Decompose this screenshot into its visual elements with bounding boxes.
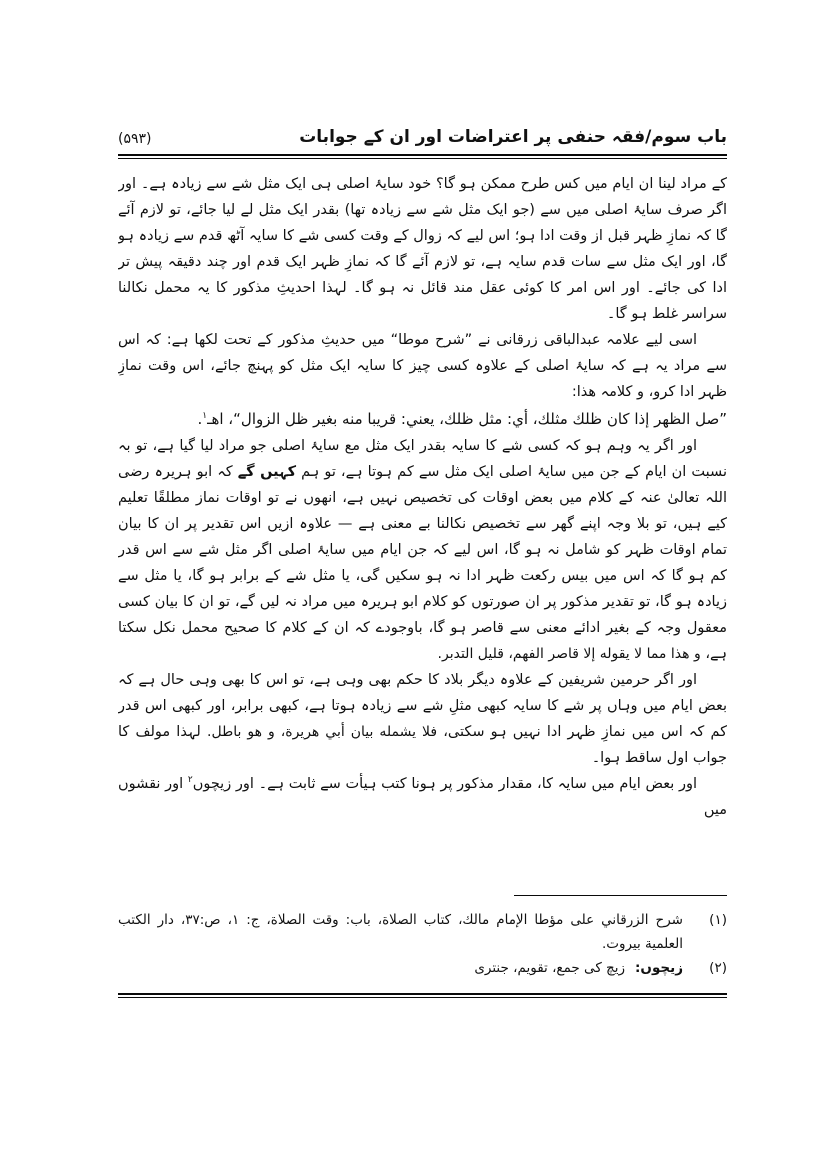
- arabic-quote-period: .: [197, 410, 203, 428]
- paragraph-4-text-continued: لہذا مولف کا جواب اول ساقط ہوا۔: [118, 724, 727, 766]
- paragraph-4-arabic-phrase: فلا يشمله بيان أبي هريرة، و هو باطل.: [207, 724, 438, 740]
- footnote-separator-line: [514, 895, 727, 896]
- footnote-1: [118, 908, 727, 956]
- paragraph-3-bold-phrase: کہیں گے: [237, 464, 297, 480]
- body-paragraph-4: [118, 667, 727, 771]
- footnote-2: [118, 956, 727, 980]
- page-header: [118, 126, 727, 147]
- footnote-2-body: [118, 956, 683, 980]
- body-paragraph-3: [118, 433, 727, 667]
- body-paragraph-2: اسی لیے علامہ عبدالباقی زرقانی نے ”شرح موطا“ میں حدیثِ مذکور کے تحت لکھا ہے: کہ اس سے مراد یہ ہے کہ سایۂ اصلی کے علاوہ کسی چیز کا سایہ ایک مثل کو پہنچ جائے، اس وقت نمازِ ظہر ادا کرو، و کلامہ ھذا:: [118, 332, 727, 400]
- footnote-ref-1: ۱: [202, 411, 208, 421]
- paragraph-3-arabic-phrase: و هذا مما لا يقوله إلا قاصر الفهم، قليل التدبر.: [437, 646, 701, 662]
- arabic-quote: [118, 405, 727, 433]
- body-paragraph-5: [118, 771, 727, 823]
- chapter-title: باب سوم/فقہ حنفی پر اعتراضات اور ان کے جوابات: [299, 127, 727, 147]
- paragraph-5-text-continued: اور نقشوں میں: [118, 776, 727, 818]
- footnote-1-text: شرح الزرقاني على مؤطا الإمام مالك، كتاب الصلاة، باب: وقت الصلاة، ج: ۱، ص:۳۷، دار الكتب العلمية بيروت.: [118, 912, 683, 952]
- bottom-rule: [118, 993, 727, 998]
- footnote-ref-2: ۲: [187, 775, 193, 786]
- footnotes-section: [118, 908, 727, 980]
- paragraph-3-text: اور اگر یہ وہم ہو کہ کسی شے کا سایہ بقدر ایک مثل مع سایۂ اصلی جو مراد لیا گیا ہے، تو بہ نسبت ان ایام کے جن میں سایۂ اصلی ایک مثل سے کم ہوتا ہے، تو ہم: [118, 438, 727, 480]
- body-text: [118, 171, 727, 879]
- header-rule: [118, 154, 727, 159]
- paragraph-5-text: اور بعض ایام میں سایہ کا، مقدار مذکور پر ہونا کتب ہیأت سے ثابت ہے۔ اور زیچوں: [192, 776, 697, 792]
- footnote-2-number: (۲): [709, 960, 727, 976]
- paragraph-4-text: اور اگر حرمین شریفین کے علاوہ دیگر بلاد کا حکم بھی وہی ہے، تو اس کا بھی وہی حال ہے کہ بعض ایام میں وہاں پر شے کا سایہ کبھی مثلِ شے سے زیادہ ہوتا ہے، کبھی برابر، اور کبھی اس قدر کم کہ اس میں نمازِ ظہر ادا نہیں ہو سکتی،: [118, 672, 727, 740]
- footnote-1-number: (۱): [709, 912, 727, 928]
- footnote-2-term: زیچوں:: [635, 960, 683, 976]
- body-paragraph-1: کے مراد لینا ان ایام میں کس طرح ممکن ہو گا؟ خود سایۂ اصلی ہی ایک مثل شے سے زیادہ ہے۔ اور اگر صرف سایۂ اصلی میں سے (جو ایک مثل شے سے زیادہ تھا) بقدر ایک مثل لے لیا جائے، تو لازم آئے گا کہ نمازِ ظہر قبل از وقت ادا ہو؛ اس لیے کہ زوال کے وقت کسی شے کا سایہ آٹھ قدم سے زیادہ ہو گا، اور ایک مثل سے سات قدم سایہ ہے، تو لازم آئے گا کہ نمازِ ظہر ایک قدم اور چند دقیقہ پیش تر ادا کی جائے۔ اور اس امر کا کوئی عقل مند قائل نہ ہو گا۔ لہذا احدیثِ مذکور کا یہ محمل نکالنا سراسر غلط ہو گا۔: [118, 176, 727, 322]
- arabic-quote-text: ”صل الظهر إذا كان ظلك مثلك، أي: مثل ظلك، يعني: قريبا منه بغير ظل الزوال“، اهـ: [207, 410, 727, 428]
- page-number: (۵۹۳): [118, 131, 152, 147]
- paragraph-3-text-continued: کہ ابو ہریرہ رضی اللہ تعالیٰ عنہ کے کلام میں بعض اوقات کی تخصیص نہیں ہے، انھوں نے تو اوقات نماز مطلقًا تعلیم کیے ہیں، تو بلا وجہ اپنے گھر سے تخصیص نکالنا بے معنی ہے — علاوہ ازیں اس تقدیر پر ان کا بیان تمام اوقات ظہر کو شامل نہ ہو گا، اس لیے کہ جن ایام میں سایۂ اصلی اگر مثل شے سے اس قدر کم ہو گا کہ اس میں بیس رکعت ظہر ادا نہ ہو سکیں گی، یا مثل شے کے برابر ہو گا، یا مثل سے زیادہ ہو گا، تو تقدیر مذکور پر ان صورتوں کو کلام ابو ہریرہ میں مراد نہ لیں گے، تو ان کا بیان کسی معقول وجہ کے بغیر ادائے معنی سے قاصر ہو گا، باوجودے کہ ان کے کلام کا صحیح محمل نکل سکتا ہے،: [118, 464, 727, 662]
- page-content: [118, 126, 727, 976]
- footnote-2-text: زیچ کی جمع، تقویم، جنتری: [474, 960, 626, 976]
